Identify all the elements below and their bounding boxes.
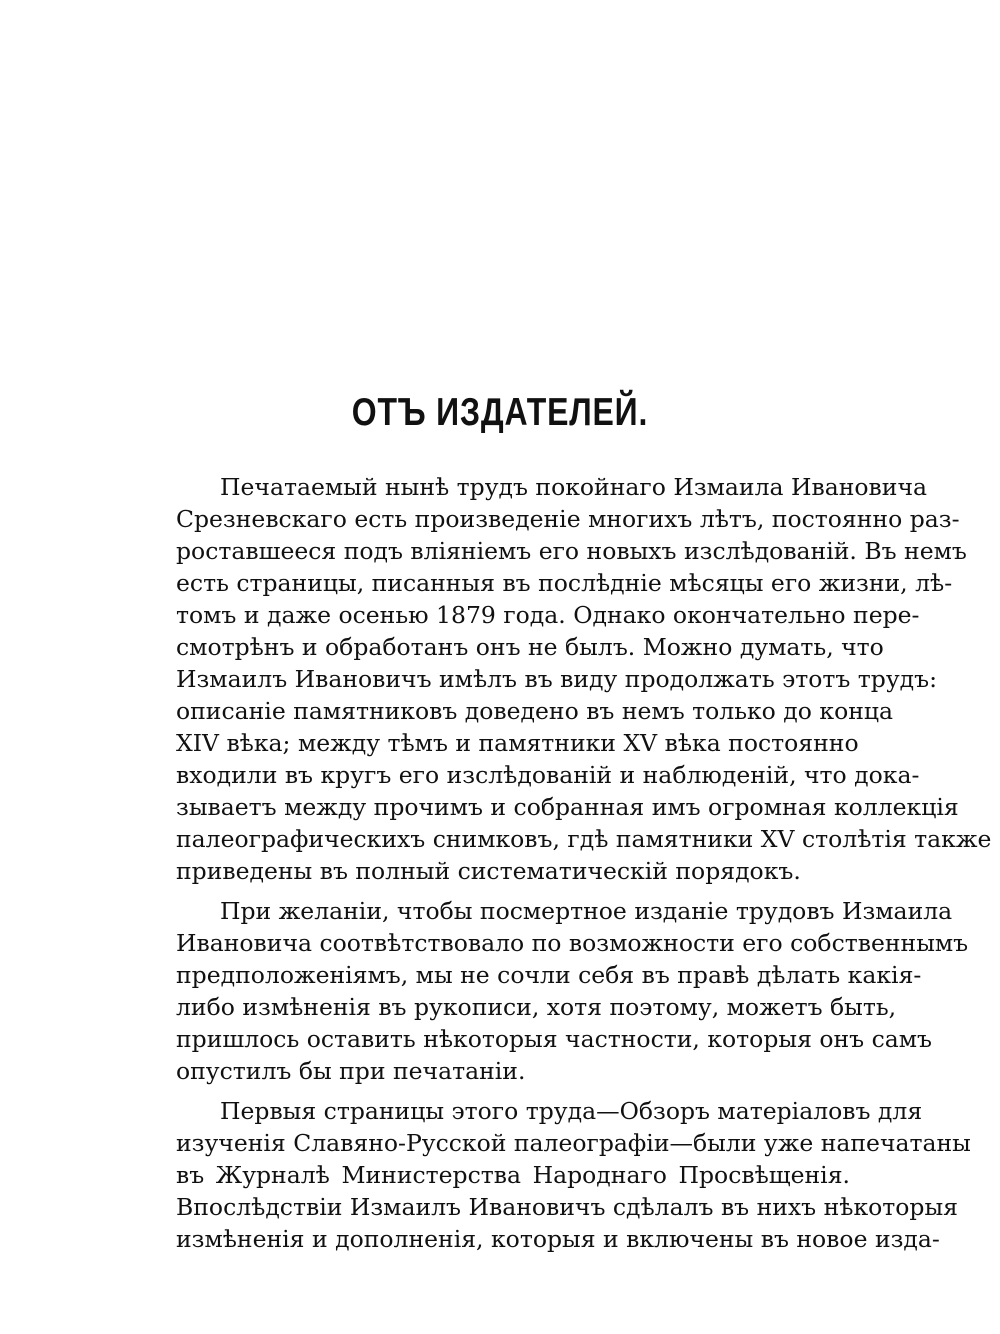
paragraph-gap [176,887,850,895]
body-text [176,471,992,1255]
text-line: измѣненія и дополненія, которыя и включены въ новое изда- [176,1225,940,1253]
paragraph-gap [176,1087,850,1095]
text-line: опустилъ бы при печатаніи. [176,1057,526,1085]
text-line: роставшееся подъ вліяніемъ его новыхъ изслѣдованій. Въ немъ [176,537,967,565]
text-line: описаніе памятниковъ доведено въ немъ только до конца [176,697,894,725]
text-line: въ Журналѣ Министерства Народнаго Просвѣщенія. [176,1161,850,1189]
text-line: Впослѣдствіи Измаилъ Ивановичъ сдѣлалъ въ нихъ нѣкоторыя [176,1193,958,1221]
text-line: изученія Славяно-Русской палеографіи—были уже напечатаны [176,1129,971,1157]
text-line: Первыя страницы этого труда—Обзоръ матеріаловъ для [220,1097,923,1125]
text-line: пришлось оставить нѣкоторыя частности, которыя онъ самъ [176,1025,933,1053]
text-line: Ивановича соотвѣтствовало по возможности его собственнымъ [176,929,969,957]
text-line: томъ и даже осенью 1879 года. Однако окончательно пере- [176,601,920,629]
text-line: смотрѣнъ и обработанъ онъ не былъ. Можно думать, что [176,633,884,661]
text-line: приведены въ полный систематическій порядокъ. [176,857,801,885]
text-line: либо измѣненія въ рукописи, хотя поэтому, можетъ быть, [176,993,897,1021]
text-line: входили въ кругъ его изслѣдованій и наблюденій, что дока- [176,761,920,789]
text-line: Печатаемый нынѣ трудъ покойнаго Измаила Ивановича [220,473,927,501]
paragraph-2 [176,895,969,1087]
text-line: палеографическихъ снимковъ, гдѣ памятники XV столѣтія также [176,825,992,853]
text-line: Измаилъ Ивановичъ имѣлъ въ виду продолжать этотъ трудъ: [176,665,938,693]
paragraph-3 [176,1095,971,1255]
text-line: есть страницы, писанныя въ послѣдніе мѣсяцы его жизни, лѣ- [176,569,953,597]
text-line: Срезневскаго есть произведеніе многихъ лѣтъ, постоянно раз- [176,505,960,533]
page-title: ОТЪ ИЗДАТЕЛЕЙ. [351,391,649,434]
text-line: При желаніи, чтобы посмертное изданіе трудовъ Измаила [220,897,953,925]
text-line: XIV вѣка; между тѣмъ и памятники XV вѣка постоянно [176,729,859,757]
paragraph-1 [176,471,992,887]
text-line: зываетъ между прочимъ и собранная имъ огромная коллекція [176,793,959,821]
text-line: предположеніямъ, мы не сочли себя въ правѣ дѣлать какія- [176,961,922,989]
